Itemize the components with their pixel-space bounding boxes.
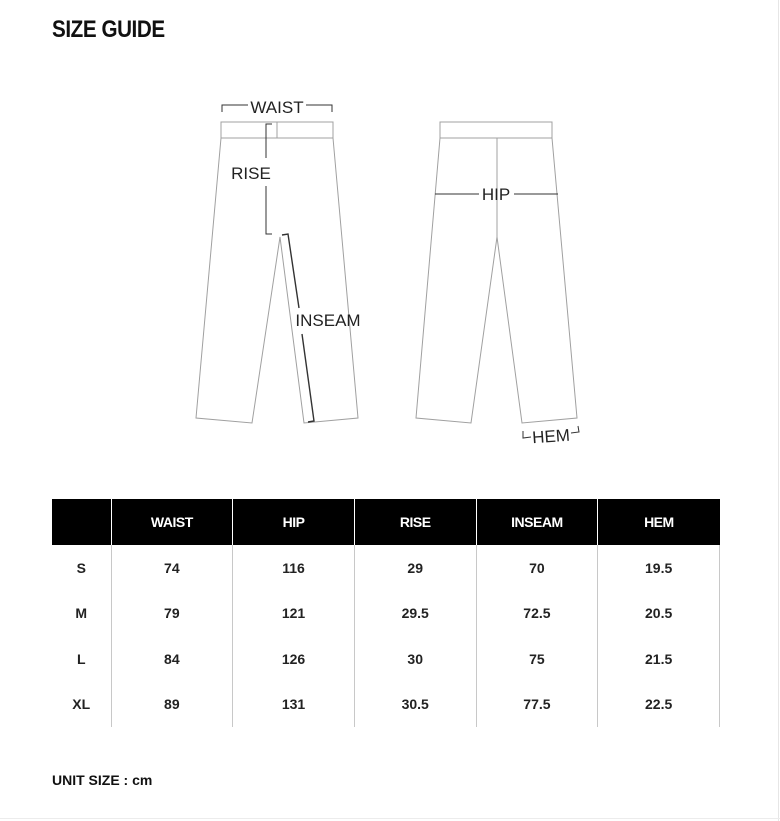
table-row bbox=[52, 636, 720, 682]
rise-line-top bbox=[266, 124, 272, 158]
rise-line-bottom bbox=[266, 186, 272, 234]
hem-cell: 22.5 bbox=[598, 682, 720, 728]
pants-front-outline bbox=[196, 122, 361, 423]
size-cell: S bbox=[76, 559, 86, 576]
table-row bbox=[52, 545, 720, 591]
waist-line-right bbox=[306, 105, 332, 112]
back-waistband bbox=[440, 122, 552, 138]
inseam-line-bottom bbox=[302, 334, 314, 422]
table-header-row bbox=[52, 499, 720, 545]
inseam-cell: 77.5 bbox=[476, 682, 598, 728]
hem-label: HEM bbox=[531, 425, 571, 448]
front-legs bbox=[196, 138, 361, 423]
header-rise: RISE bbox=[354, 499, 476, 545]
rise-cell: 30.5 bbox=[354, 682, 476, 728]
hem-line-right bbox=[571, 426, 579, 433]
inseam-cell: 75 bbox=[476, 636, 598, 682]
waist-cell: 74 bbox=[111, 545, 233, 591]
pants-back-outline bbox=[416, 122, 577, 423]
rise-cell: 29 bbox=[354, 545, 476, 591]
inseam-label: INSEAM bbox=[295, 311, 361, 330]
waist-cell: 84 bbox=[111, 636, 233, 682]
size-table bbox=[52, 499, 720, 727]
size-cell: L bbox=[76, 650, 86, 667]
rise-cell: 29.5 bbox=[354, 591, 476, 637]
unit-size-note: UNIT SIZE : cm bbox=[52, 772, 153, 788]
table-row bbox=[52, 682, 720, 728]
waist-cell: 79 bbox=[111, 591, 233, 637]
waist-cell: 89 bbox=[111, 682, 233, 728]
hem-cell: 21.5 bbox=[598, 636, 720, 682]
right-divider bbox=[778, 0, 779, 821]
hip-cell: 131 bbox=[233, 682, 355, 728]
header-size bbox=[52, 499, 111, 545]
rise-label: RISE bbox=[231, 164, 271, 183]
header-hip: HIP bbox=[233, 499, 355, 545]
page-title: SIZE GUIDE bbox=[52, 16, 165, 43]
header-inseam: INSEAM bbox=[476, 499, 598, 545]
inseam-cell: 72.5 bbox=[476, 591, 598, 637]
hem-line-left bbox=[523, 431, 531, 438]
bottom-divider bbox=[0, 818, 780, 819]
inseam-cell: 70 bbox=[476, 545, 598, 591]
hip-cell: 116 bbox=[233, 545, 355, 591]
hem-cell: 19.5 bbox=[598, 545, 720, 591]
hip-cell: 126 bbox=[233, 636, 355, 682]
hip-cell: 121 bbox=[233, 591, 355, 637]
waist-label: WAIST bbox=[250, 98, 304, 117]
waist-line-left bbox=[222, 105, 248, 112]
header-waist: WAIST bbox=[111, 499, 233, 545]
header-hem: HEM bbox=[598, 499, 720, 545]
size-cell: M bbox=[75, 605, 88, 622]
rise-cell: 30 bbox=[354, 636, 476, 682]
hem-cell: 20.5 bbox=[598, 591, 720, 637]
hip-label: HIP bbox=[481, 185, 511, 204]
size-cell: XL bbox=[72, 696, 91, 713]
table-row bbox=[52, 591, 720, 637]
